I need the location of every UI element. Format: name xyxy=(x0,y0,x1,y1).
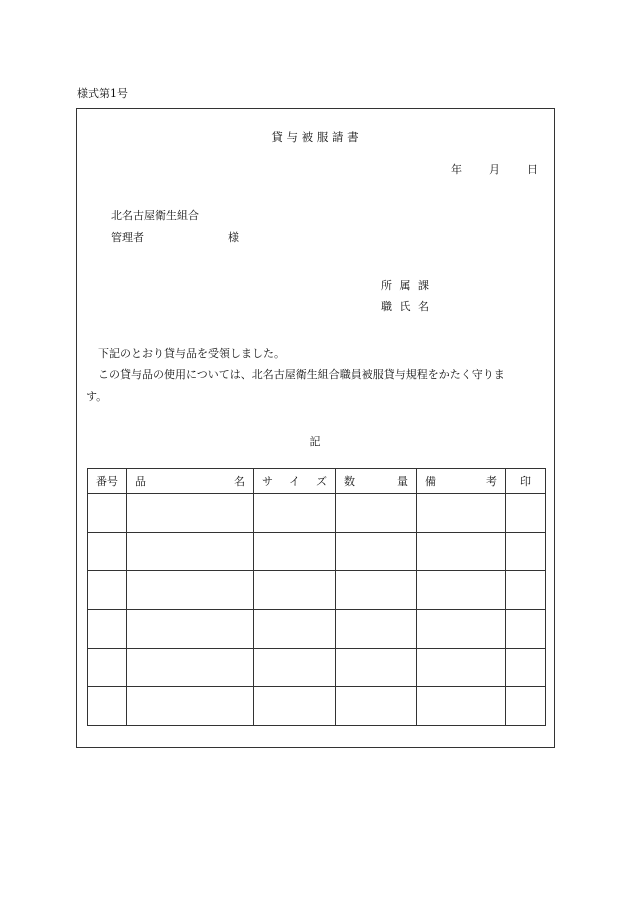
header-quantity-left: 数 xyxy=(344,475,355,488)
table-row xyxy=(88,687,546,726)
cell-remarks[interactable] xyxy=(417,687,506,726)
cell-number[interactable] xyxy=(88,571,127,610)
table-row xyxy=(88,494,546,533)
table-row xyxy=(88,648,546,687)
cell-remarks[interactable] xyxy=(417,648,506,687)
cell-quantity[interactable] xyxy=(336,648,417,687)
cell-item-name[interactable] xyxy=(127,687,254,726)
header-size-char-2: イ xyxy=(289,475,300,488)
cell-quantity[interactable] xyxy=(336,609,417,648)
cell-item-name[interactable] xyxy=(127,571,254,610)
header-item-name-left: 品 xyxy=(135,475,146,488)
document-title: 貸 与 被 服 請 書 xyxy=(271,130,359,144)
job-name-label: 職 氏 名 xyxy=(381,300,431,313)
table-row xyxy=(88,532,546,571)
addressee-honorific: 様 xyxy=(228,231,239,244)
cell-seal[interactable] xyxy=(506,648,546,687)
header-remarks xyxy=(417,469,506,494)
header-remarks-left: 備 xyxy=(425,475,436,488)
body-text-line-1: 下記のとおり貸与品を受領しました。 xyxy=(98,347,285,360)
cell-seal[interactable] xyxy=(506,532,546,571)
header-item-name xyxy=(127,469,254,494)
cell-item-name[interactable] xyxy=(127,494,254,533)
cell-remarks[interactable] xyxy=(417,571,506,610)
date-month-label: 月 xyxy=(489,163,500,176)
ki-heading: 記 xyxy=(309,435,321,448)
cell-size[interactable] xyxy=(254,609,336,648)
header-quantity xyxy=(336,469,417,494)
cell-number[interactable] xyxy=(88,687,127,726)
cell-seal[interactable] xyxy=(506,609,546,648)
addressee-organization: 北名古屋衛生組合 xyxy=(111,209,199,222)
cell-number[interactable] xyxy=(88,532,127,571)
cell-seal[interactable] xyxy=(506,687,546,726)
cell-item-name[interactable] xyxy=(127,532,254,571)
cell-quantity[interactable] xyxy=(336,571,417,610)
header-size-char-3: ズ xyxy=(316,475,327,488)
cell-remarks[interactable] xyxy=(417,609,506,648)
header-quantity-right: 量 xyxy=(397,475,408,488)
table-row xyxy=(88,609,546,648)
cell-number[interactable] xyxy=(88,494,127,533)
cell-quantity[interactable] xyxy=(336,494,417,533)
cell-seal[interactable] xyxy=(506,571,546,610)
cell-size[interactable] xyxy=(254,494,336,533)
date-line xyxy=(451,161,538,177)
body-text-line-2: この貸与品の使用については、北名古屋衛生組合職員被服貸与規程をかたく守りま xyxy=(98,368,505,381)
header-number: 番号 xyxy=(88,469,127,494)
addressee-role: 管理者 xyxy=(111,231,144,244)
header-size-char-1: サ xyxy=(262,475,273,488)
items-table xyxy=(87,468,546,726)
cell-size[interactable] xyxy=(254,648,336,687)
cell-quantity[interactable] xyxy=(336,687,417,726)
header-seal: 印 xyxy=(506,469,546,494)
cell-number[interactable] xyxy=(88,609,127,648)
cell-size[interactable] xyxy=(254,532,336,571)
cell-item-name[interactable] xyxy=(127,648,254,687)
cell-size[interactable] xyxy=(254,571,336,610)
header-size xyxy=(254,469,336,494)
cell-number[interactable] xyxy=(88,648,127,687)
cell-item-name[interactable] xyxy=(127,609,254,648)
table-row xyxy=(88,571,546,610)
cell-quantity[interactable] xyxy=(336,532,417,571)
form-number: 様式第1号 xyxy=(77,87,128,100)
header-remarks-right: 考 xyxy=(486,475,497,488)
table-header-row xyxy=(88,469,546,494)
header-item-name-right: 名 xyxy=(234,475,245,488)
body-text-line-3: す。 xyxy=(86,390,108,403)
department-label: 所 属 課 xyxy=(381,279,431,292)
cell-remarks[interactable] xyxy=(417,532,506,571)
cell-remarks[interactable] xyxy=(417,494,506,533)
cell-seal[interactable] xyxy=(506,494,546,533)
date-day-label: 日 xyxy=(527,163,538,176)
cell-size[interactable] xyxy=(254,687,336,726)
date-year-label: 年 xyxy=(451,163,462,176)
